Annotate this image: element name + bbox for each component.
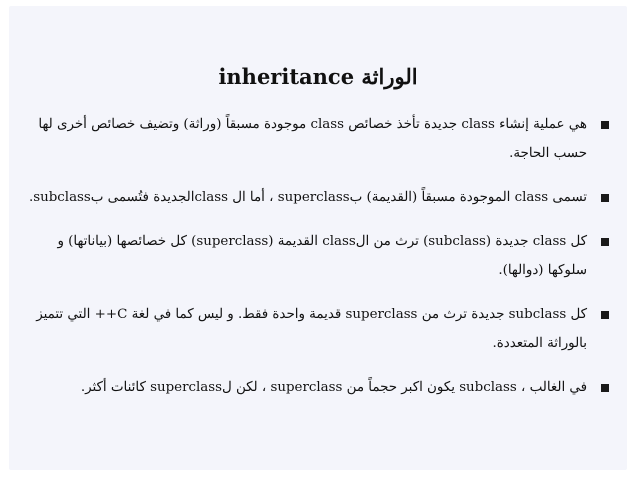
square-bullet-icon	[601, 384, 609, 392]
bullet-item	[25, 183, 611, 212]
bullet-text: هي عملية إنشاء class جديدة تأخذ خصائص class موجودة مسبقاً (وراثة) وتضيف خصائص أخرى لها حسب الحاجة.	[38, 117, 587, 161]
bullet-list	[25, 110, 611, 417]
bullet-text: تسمى class الموجودة مسبقاً (القديمة) بsuperclass ، أما ال classالجديدة فتُسمى بsubclass.	[28, 190, 587, 205]
bullet-item	[25, 300, 611, 358]
bullet-item	[25, 373, 611, 402]
bullet-item	[25, 227, 611, 285]
bullet-item	[25, 110, 611, 168]
square-bullet-icon	[601, 311, 609, 319]
bullet-text: كل subclass جديدة ترث من superclass قديمة واحدة فقط. و ليس كما في لغة C++ التي تتميز بالوراثة المتعددة.	[36, 307, 587, 351]
square-bullet-icon	[601, 238, 609, 246]
square-bullet-icon	[601, 121, 609, 129]
bullet-text: في الغالب ، subclass يكون اكبر حجماً من superclass ، لكن لsuperclass كائنات أكثر.	[80, 380, 587, 395]
square-bullet-icon	[601, 194, 609, 202]
slide-title: inheritance الوراثة	[218, 64, 418, 89]
bullet-text: كل class جديدة (subclass) ترث من الclass القديمة (superclass) كل خصائصها (بياناتها) و سلوكها (دوالها).	[57, 234, 587, 278]
slide	[9, 6, 627, 470]
